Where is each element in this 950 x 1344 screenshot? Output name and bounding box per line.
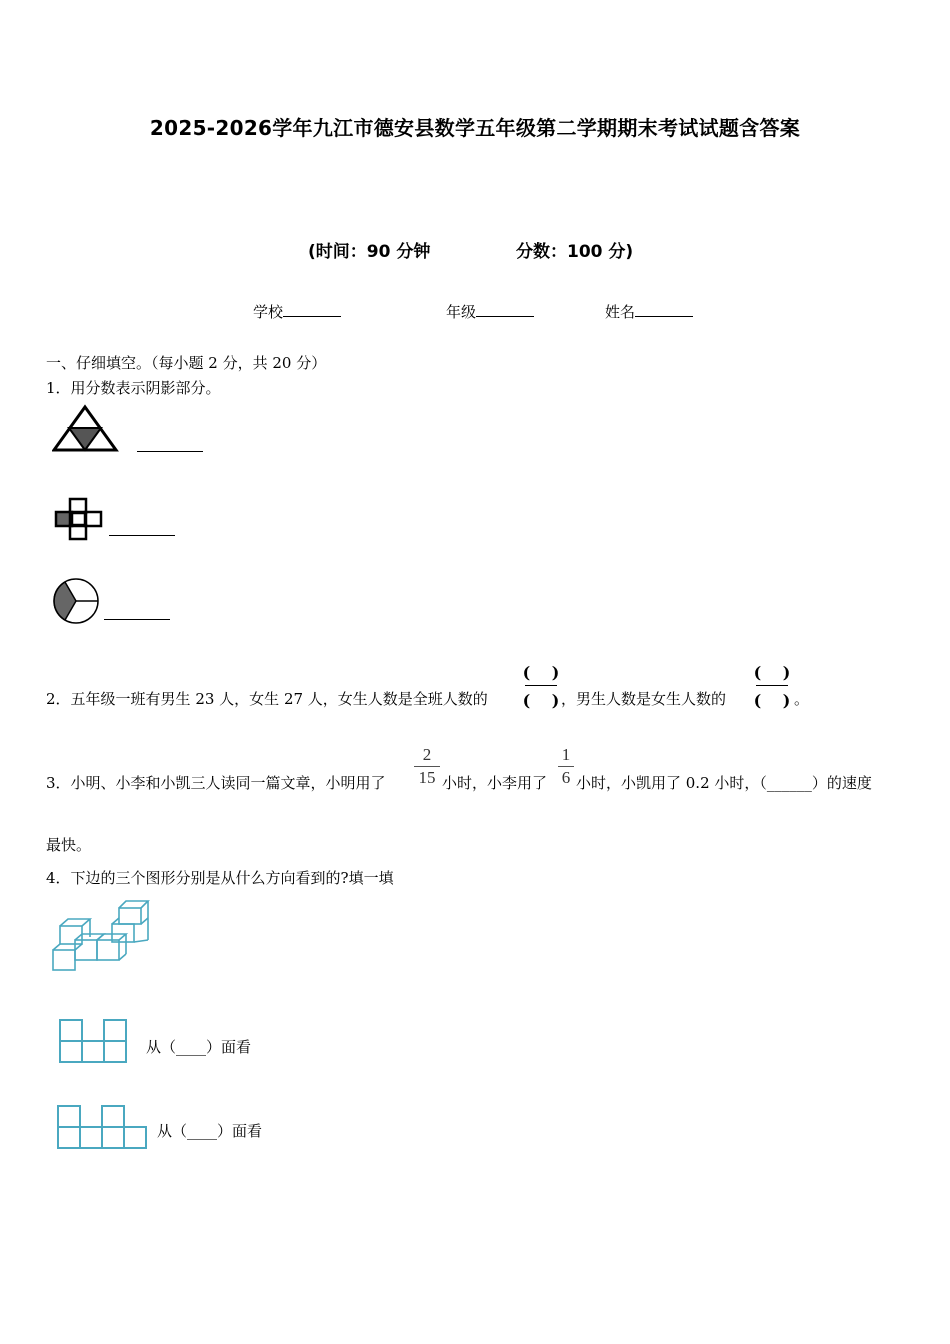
q3-fraction-1: 2 15 xyxy=(414,745,440,788)
view-label-1: 从（____）面看 xyxy=(146,1038,252,1056)
q1: 1．用分数表示阴影部分。 xyxy=(46,379,221,397)
page-title: 2025-2026学年九江市德安县数学五年级第二学期期末考试试题含答案 xyxy=(149,116,801,140)
view-label-2: 从（____）面看 xyxy=(157,1122,263,1140)
q2-part2: ，男生人数是女生人数的 xyxy=(561,690,727,708)
school-field[interactable] xyxy=(253,301,341,322)
q2-fraction-2[interactable] xyxy=(752,660,792,711)
school-label: 学校 xyxy=(253,303,284,321)
name-label: 姓名 xyxy=(605,303,636,321)
cross-figure xyxy=(54,497,106,541)
cube-stack-figure xyxy=(48,898,152,974)
q2-frac1-den: ( ) xyxy=(522,691,560,710)
q3-p2: 小时，小李用了 xyxy=(442,774,548,792)
exam-time: (时间：90 分钟 xyxy=(308,242,431,262)
name-field[interactable] xyxy=(605,301,693,322)
answer-blank-1[interactable] xyxy=(137,451,203,452)
exam-score: 分数：100 分) xyxy=(516,242,634,262)
q2-frac2-num: ( ) xyxy=(753,663,791,682)
view-figure-1 xyxy=(56,1017,130,1065)
circle-figure xyxy=(50,578,102,624)
view-figure-2 xyxy=(54,1103,150,1151)
q2-fraction-1[interactable] xyxy=(521,660,561,711)
q3-p4: 最快。 xyxy=(46,836,92,854)
q3-p3: 小时，小凯用了 0.2 小时，（______）的速度 xyxy=(576,774,872,792)
answer-blank-3[interactable] xyxy=(104,619,170,620)
q2: 2．五年级一班有男生 23 人，女生 27 人，女生人数是全班人数的 xyxy=(46,690,488,708)
q3: 3．小明、小李和小凯三人读同一篇文章，小明用了 xyxy=(46,774,386,792)
grade-label: 年级 xyxy=(446,303,477,321)
grade-field[interactable] xyxy=(446,301,534,322)
q4: 4．下边的三个图形分别是从什么方向看到的?填一填 xyxy=(46,869,394,887)
q2-frac2-den: ( ) xyxy=(753,691,791,710)
q3-fraction-2: 1 6 xyxy=(558,745,574,788)
section-heading: 一、仔细填空。（每小题 2 分，共 20 分） xyxy=(46,354,327,372)
triangle-figure xyxy=(52,404,120,454)
q2-part3: 。 xyxy=(794,690,810,708)
answer-blank-2[interactable] xyxy=(109,535,175,536)
q2-frac1-num: ( ) xyxy=(522,663,560,682)
